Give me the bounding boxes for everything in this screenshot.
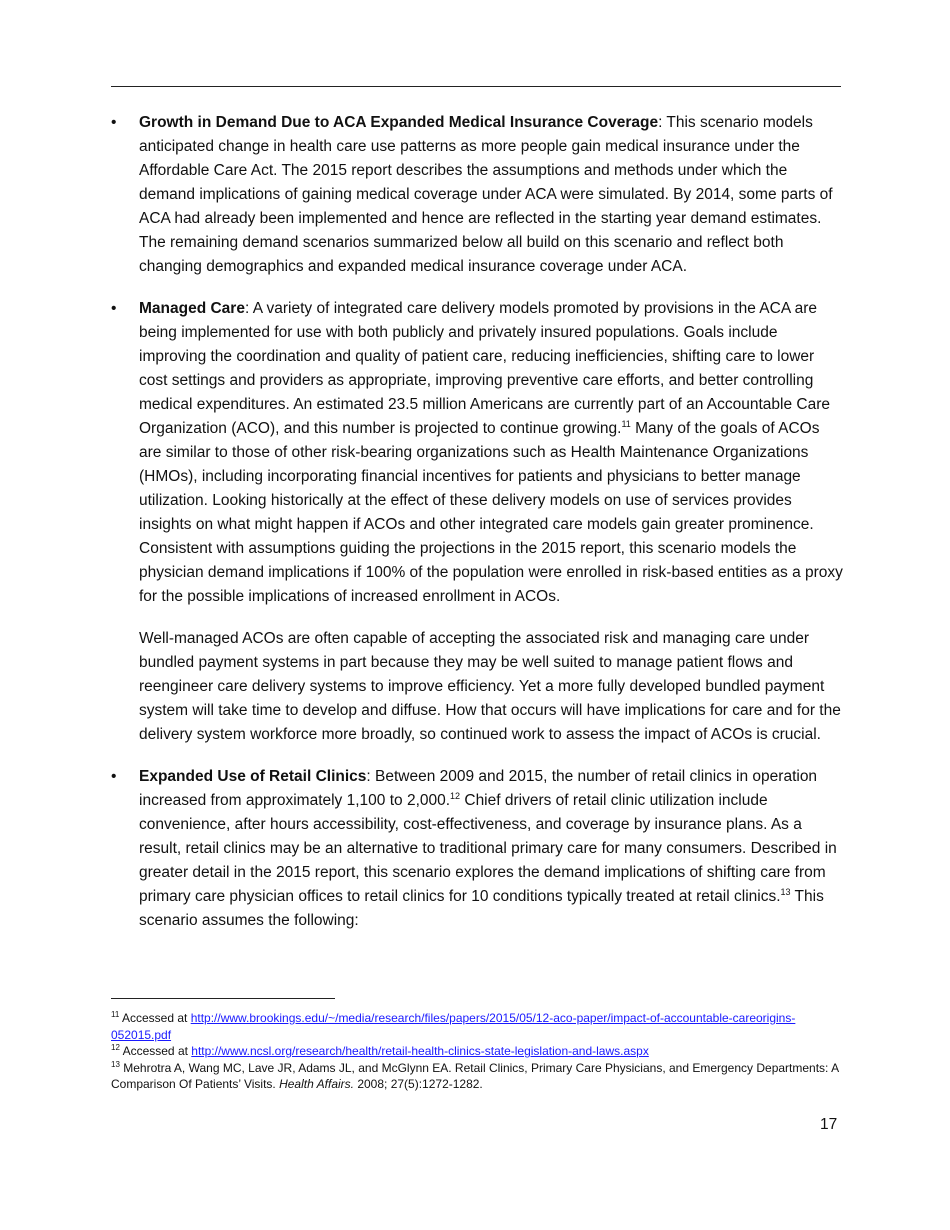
bullet-text: Many of the goals of ACOs are similar to those of other risk-bearing organizations such as Health Maintenance Organizations (HMOs), including incorporating financial incentives for patients and physicians to better manage utilization. Looking historically at the effect of these delivery models on use of services provides insights on what might happen if ACOs and other integrated care models gain greater prominence. Consistent with assumptions guiding the projections in the 2015 report, this scenario models the physician demand implications if 100% of the population were enrolled in risk-based entities as a proxy for the possible implications of increased enrollment in ACOs. [139,420,843,605]
bullet-symbol: • [111,114,117,131]
footnote-ref-11[interactable]: 11 [621,418,631,429]
bullet-text: : Between 2009 and 2015, the number of retail clinics in operation increased from approximately 1,100 to 2,000. [139,768,818,809]
bullet-text: : This scenario models anticipated change in health care use patterns as more people gain medical insurance under the Affordable Care Act. The 2015 report describes the assumptions and methods under which the demand implications of gaining medical coverage under ACA were simulated. By 2014, some parts of ACA had already been implemented and hence are reflected in the starting year demand estimates. The remaining demand scenarios summarized below all build on this scenario and reflect both changing demographics and expanded medical insurance coverage under ACA. [139,114,833,275]
footnote-journal: Health Affairs. [279,1077,354,1091]
footnotes [111,1010,846,1093]
footnote-number: 12 [111,1043,120,1052]
bullet-title: Managed Care [139,300,245,317]
bullet-symbol: • [111,768,117,785]
bullet-retail-clinics [111,765,843,933]
footnote-13 [111,1060,846,1093]
footnote-prefix: Accessed at [122,1044,192,1058]
bullet-symbol: • [111,300,117,317]
bullet-paragraph [139,297,843,609]
bullet-follow-paragraph: Well-managed ACOs are often capable of accepting the associated risk and managing care under bundled payment systems in part because they may be well suited to manage patient flows and reengineer care delivery systems to improve efficiency. Yet a more fully developed bundled payment system will take time to develop and diffuse. How that occurs will have implications for care and for the delivery system workforce more broadly, so continued work to assess the impact of ACOs is crucial. [139,630,841,743]
footnote-12 [111,1043,846,1060]
bullet-aca-coverage [111,111,843,279]
footnote-ref-13[interactable]: 13 [780,886,791,897]
footnote-separator [111,998,335,999]
footnote-prefix: Accessed at [121,1011,191,1025]
footnote-number: 11 [111,1010,120,1019]
bullet-text: This scenario assumes the following: [139,888,824,929]
bullet-text: : A variety of integrated care delivery models promoted by provisions in the ACA are being implemented for use with both publicly and privately insured populations. Goals include improving the coordination and quality of patient care, reducing inefficiencies, shifting care to lower cost settings and providers as appropriate, improving preventive care efforts, and better controlling medical expenditures. An estimated 23.5 million Americans are currently part of an Accountable Care Organization (ACO), and this number is projected to continue growing. [139,300,830,437]
header-rule [111,86,841,87]
bullet-title: Expanded Use of Retail Clinics [139,768,367,785]
bullet-paragraph [139,765,843,933]
page-body [111,111,843,951]
footnote-number: 13 [111,1059,120,1069]
footnote-11 [111,1010,846,1043]
page-number: 17 [820,1116,838,1133]
bullet-text: Chief drivers of retail clinic utilization include convenience, after hours accessibility, cost-effectiveness, and coverage by insurance plans. As a result, retail clinics may be an alternative to traditional primary care for many consumers. Described in greater detail in the 2015 report, this scenario explores the demand implications of shifting care from primary care physician offices to retail clinics for 10 conditions typically treated at retail clinics. [139,792,837,905]
bullet-paragraph [139,111,843,279]
bullet-title: Growth in Demand Due to ACA Expanded Medical Insurance Coverage [139,114,659,131]
footnote-text: Mehrotra A, Wang MC, Lave JR, Adams JL, and McGlynn EA. Retail Clinics, Primary Care Physicians, and Emergency Departments: A Comparison Of Patients’ Visits. [111,1060,839,1091]
footnote-ref-12[interactable]: 12 [450,790,461,801]
footnote-link[interactable]: http://www.brookings.edu/~/media/research/files/papers/2015/05/12-aco-paper/impact-of-accountable-careorigins-052015.pdf [111,1011,796,1042]
footnote-text: 2008; 27(5):1272-1282. [354,1077,483,1091]
bullet-managed-care [111,297,843,747]
footnote-link[interactable]: http://www.ncsl.org/research/health/retail-health-clinics-state-legislation-and-laws.aspx [191,1044,649,1058]
